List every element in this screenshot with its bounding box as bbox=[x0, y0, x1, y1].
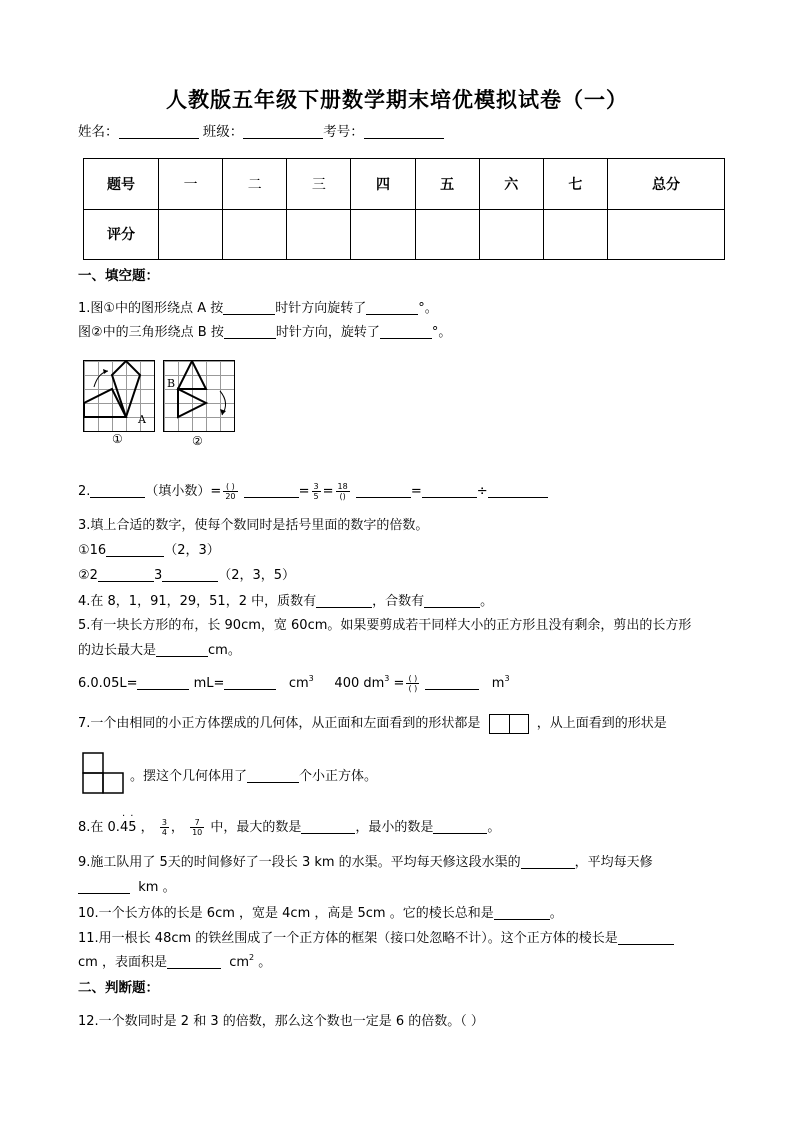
q8-text: 。 bbox=[487, 820, 501, 835]
score-cell[interactable] bbox=[415, 209, 479, 260]
q10-text: 。 bbox=[549, 906, 563, 921]
denominator: 10 bbox=[192, 828, 203, 837]
digit: 5 bbox=[128, 820, 137, 835]
q8-text: 中，最大的数是 bbox=[210, 820, 302, 835]
answer-blank[interactable] bbox=[366, 300, 418, 315]
answer-blank[interactable] bbox=[156, 642, 208, 657]
score-cell[interactable] bbox=[223, 209, 287, 260]
answer-blank[interactable] bbox=[433, 819, 487, 834]
score-cell[interactable] bbox=[287, 209, 351, 260]
header-cell: 总分 bbox=[607, 159, 724, 210]
q3-text: 3 bbox=[153, 568, 163, 583]
question-1-line-1 bbox=[78, 297, 438, 316]
question-6 bbox=[78, 674, 510, 693]
fraction bbox=[190, 818, 204, 837]
score-cell[interactable] bbox=[159, 209, 223, 260]
answer-blank[interactable] bbox=[223, 300, 275, 315]
score-cell[interactable] bbox=[543, 209, 607, 260]
answer-blank[interactable] bbox=[247, 768, 299, 783]
answer-blank[interactable] bbox=[301, 819, 355, 834]
score-cell[interactable] bbox=[479, 209, 543, 260]
top-view-l-shape-icon bbox=[82, 752, 124, 794]
section-heading-true-false: 二、判断题： bbox=[78, 980, 159, 996]
q11-text: cm ，表面积是 bbox=[78, 955, 167, 970]
q2-text: （填小数）= bbox=[145, 484, 222, 499]
answer-blank[interactable] bbox=[380, 324, 432, 339]
answer-blank[interactable] bbox=[316, 593, 372, 608]
question-11-line-2 bbox=[78, 951, 271, 970]
q6-text: mL= bbox=[193, 676, 225, 691]
q2-text: = bbox=[410, 484, 422, 499]
header-cell: 五 bbox=[415, 159, 479, 210]
fraction bbox=[223, 482, 237, 501]
score-cell[interactable] bbox=[351, 209, 415, 260]
q10-text: 10.一个长方体的长是 6cm ，宽是 4cm ，高是 5cm 。它的棱长总和是 bbox=[78, 906, 494, 921]
repeat-dot: · bbox=[121, 811, 126, 822]
q3-text: ①16 bbox=[78, 543, 107, 558]
figure-1-label: ① bbox=[112, 432, 123, 446]
question-10 bbox=[78, 902, 563, 921]
figure-2-label: ② bbox=[192, 434, 203, 448]
question-7-line-1 bbox=[78, 712, 667, 734]
q5-text: cm。 bbox=[208, 643, 241, 658]
q2-text: ÷ bbox=[476, 484, 488, 499]
q11-text: 。 bbox=[258, 955, 272, 970]
question-2 bbox=[78, 480, 548, 501]
two-square-view-icon bbox=[489, 714, 529, 734]
answer-blank[interactable] bbox=[90, 483, 145, 498]
question-4 bbox=[78, 590, 493, 609]
answer-blank[interactable] bbox=[424, 593, 480, 608]
q7-text: ，从上面看到的形状是 bbox=[536, 716, 667, 731]
question-5-line-1: 5.有一块长方形的布，长 90cm，宽 60cm。如果要剪成若干同样大小的正方形且没有剩余，剪出的长方形 bbox=[78, 618, 692, 633]
question-3a bbox=[78, 539, 220, 558]
q9-text: km 。 bbox=[138, 880, 176, 895]
numerator: 18 bbox=[337, 482, 348, 491]
answer-blank[interactable] bbox=[98, 567, 154, 582]
row-label: 评分 bbox=[84, 209, 159, 260]
header-cell: 二 bbox=[223, 159, 287, 210]
score-table-score-row bbox=[84, 209, 725, 260]
question-9-line-2 bbox=[78, 876, 176, 895]
q7-text: 。摆这个几何体用了 bbox=[130, 769, 248, 784]
q7-text: 7.一个由相同的小正方体摆成的几何体，从正面和左面看到的形状都是 bbox=[78, 716, 481, 731]
q4-text: 4.在 8，1，91，29，51，2 中，质数有 bbox=[78, 594, 317, 609]
denominator: ( ) bbox=[408, 684, 418, 693]
q4-text: ，合数有 bbox=[372, 594, 425, 609]
exam-number-field[interactable] bbox=[364, 124, 444, 139]
denominator: 5 bbox=[313, 492, 319, 501]
question-5-line-2 bbox=[78, 639, 241, 658]
q1-text: 时针方向旋转了 bbox=[275, 301, 367, 316]
q9-text: 9.施工队用了 5天的时间修好了一段长 3 km 的水渠。平均每天修这段水渠的 bbox=[78, 855, 521, 870]
q6-text: 400 dm bbox=[334, 676, 385, 691]
header-cell: 题号 bbox=[84, 159, 159, 210]
q8-text: ， bbox=[170, 820, 184, 835]
q3-text: （2，3） bbox=[164, 543, 220, 558]
figure-2-grid bbox=[163, 360, 235, 432]
q1-text: °。 bbox=[431, 325, 452, 340]
answer-blank[interactable] bbox=[488, 483, 548, 498]
q8-text: 8.在 0. bbox=[78, 820, 120, 835]
q3-text: （2，3，5） bbox=[218, 568, 296, 583]
q11-text: 11.用一根长 48cm 的铁丝围成了一个正方体的框架（接口处忽略不计）。这个正方体的棱长是 bbox=[78, 931, 618, 946]
q6-text: cm bbox=[288, 676, 309, 691]
answer-blank[interactable] bbox=[494, 905, 550, 920]
q8-text: ， bbox=[140, 820, 154, 835]
question-3-stem: 3.填上合适的数字，使每个数同时是括号里面的数字的倍数。 bbox=[78, 518, 429, 533]
fraction bbox=[406, 674, 419, 693]
fraction bbox=[336, 482, 350, 501]
numerator: ( ) bbox=[223, 482, 237, 492]
numerator: 7 bbox=[190, 818, 204, 828]
repeating-digit bbox=[119, 811, 129, 835]
q9-text: ，平均每天修 bbox=[574, 855, 653, 870]
q1-text: 时针方向，旋转了 bbox=[275, 325, 380, 340]
question-9-line-1 bbox=[78, 851, 653, 870]
q4-text: 。 bbox=[480, 594, 494, 609]
q2-text: 2. bbox=[78, 484, 91, 499]
q3-text: ②2 bbox=[78, 568, 98, 583]
figure-1-grid bbox=[83, 360, 155, 432]
answer-blank[interactable] bbox=[137, 675, 189, 690]
answer-blank[interactable] bbox=[167, 954, 221, 969]
superscript: 3 bbox=[308, 674, 314, 683]
superscript: 3 bbox=[504, 674, 510, 683]
question-3b bbox=[78, 564, 295, 583]
class-label: 班级： bbox=[202, 124, 244, 140]
q7-text: 个小正方体。 bbox=[299, 769, 378, 784]
q6-text: m bbox=[491, 676, 505, 691]
numerator: 3 bbox=[313, 482, 319, 491]
point-b-label: B bbox=[167, 377, 176, 390]
q1-text: 图②中的三角形绕点 B 按 bbox=[78, 325, 224, 340]
digit: 4 bbox=[119, 820, 129, 835]
repeating-digit bbox=[128, 811, 137, 835]
answer-blank[interactable] bbox=[224, 324, 276, 339]
header-cell: 七 bbox=[543, 159, 607, 210]
repeat-dot: · bbox=[130, 811, 134, 822]
denominator: () bbox=[339, 492, 346, 501]
class-field[interactable] bbox=[243, 124, 323, 139]
question-12: 12.一个数同时是 2 和 3 的倍数，那么这个数也一定是 6 的倍数。（ ） bbox=[78, 1014, 484, 1029]
header-cell: 三 bbox=[287, 159, 351, 210]
header-cell: 四 bbox=[351, 159, 415, 210]
answer-blank[interactable] bbox=[425, 675, 479, 690]
question-7-line-2 bbox=[130, 765, 377, 784]
fraction bbox=[160, 818, 169, 837]
answer-blank[interactable] bbox=[106, 542, 164, 557]
q1-text: 1.图①中的图形绕点 A 按 bbox=[78, 301, 224, 316]
figure-2-rotation-shape bbox=[164, 361, 234, 431]
q8-text: ，最小的数是 bbox=[355, 820, 434, 835]
score-table-header-row bbox=[84, 159, 725, 210]
section-heading-fill-in: 一、填空题： bbox=[78, 268, 159, 284]
q11-text: cm bbox=[229, 955, 250, 970]
answer-blank[interactable] bbox=[244, 483, 299, 498]
q5-text: 的边长最大是 bbox=[78, 643, 157, 658]
q2-text: = bbox=[322, 484, 334, 499]
score-table bbox=[83, 158, 725, 260]
header-cell: 一 bbox=[159, 159, 223, 210]
score-cell[interactable] bbox=[607, 209, 724, 260]
denominator: 20 bbox=[225, 492, 236, 501]
question-8 bbox=[78, 811, 501, 837]
denominator: 4 bbox=[161, 828, 167, 837]
numerator: ( ) bbox=[408, 674, 418, 683]
answer-blank[interactable] bbox=[162, 567, 218, 582]
student-info-line bbox=[78, 120, 444, 140]
answer-blank[interactable] bbox=[356, 483, 411, 498]
q1-text: °。 bbox=[418, 301, 438, 316]
question-11-line-1 bbox=[78, 927, 674, 946]
header-cell: 六 bbox=[479, 159, 543, 210]
point-a-label: A bbox=[138, 413, 146, 426]
name-label: 姓名： bbox=[78, 124, 119, 140]
question-1-line-2 bbox=[78, 321, 451, 340]
superscript: 2 bbox=[249, 953, 255, 962]
answer-blank[interactable] bbox=[422, 483, 477, 498]
page-title: 人教版五年级下册数学期末培优模拟试卷（一） bbox=[166, 88, 628, 112]
superscript: 3 bbox=[384, 674, 390, 683]
answer-blank[interactable] bbox=[521, 854, 575, 869]
name-field[interactable] bbox=[119, 124, 199, 139]
q6-text: = bbox=[393, 676, 405, 691]
answer-blank[interactable] bbox=[618, 930, 674, 945]
numerator: 3 bbox=[161, 818, 167, 827]
exam-number-label: 考号： bbox=[323, 124, 364, 140]
fraction bbox=[312, 482, 321, 501]
q2-text: = bbox=[298, 484, 310, 499]
answer-blank[interactable] bbox=[78, 879, 130, 894]
q6-text: 6.0.05L= bbox=[78, 676, 138, 691]
answer-blank[interactable] bbox=[224, 675, 276, 690]
